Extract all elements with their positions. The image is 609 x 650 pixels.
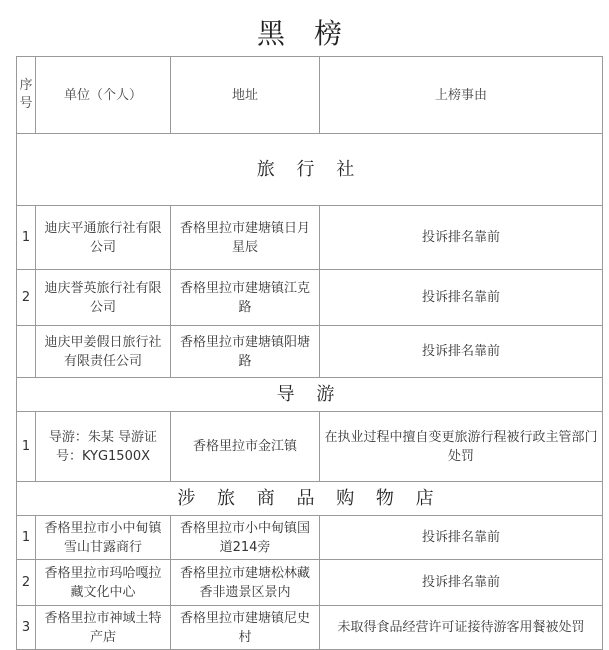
row-unit: 香格里拉市神域土特产店 xyxy=(36,606,171,650)
row-num: 2 xyxy=(17,560,36,606)
row-unit: 导游：朱某 导游证号：KYG1500X xyxy=(36,412,171,482)
row-address: 香格里拉市金江镇 xyxy=(171,412,320,482)
row-num: 2 xyxy=(17,270,36,326)
row-num: 1 xyxy=(17,412,36,482)
table-header-row xyxy=(17,57,603,134)
row-unit: 香格里拉市小中甸镇雪山甘露商行 xyxy=(36,516,171,560)
row-unit: 香格里拉市玛哈嘎拉藏文化中心 xyxy=(36,560,171,606)
section-row-tour-guide xyxy=(17,378,603,412)
row-address: 香格里拉市建塘松林藏香非遗景区景内 xyxy=(171,560,320,606)
table-row xyxy=(17,206,603,270)
row-num: 3 xyxy=(17,606,36,650)
header-num: 序号 xyxy=(17,57,36,134)
row-num: 1 xyxy=(17,206,36,270)
row-unit: 迪庆誉英旅行社有限公司 xyxy=(36,270,171,326)
section-title: 旅 行 社 xyxy=(17,134,603,206)
row-reason: 投诉排名靠前 xyxy=(320,270,603,326)
header-address: 地址 xyxy=(171,57,320,134)
table-row xyxy=(17,516,603,560)
row-reason: 投诉排名靠前 xyxy=(320,206,603,270)
section-row-travel-agency xyxy=(17,134,603,206)
row-address: 香格里拉市建塘镇江克路 xyxy=(171,270,320,326)
row-reason: 投诉排名靠前 xyxy=(320,326,603,378)
blacklist-table xyxy=(16,56,603,650)
row-address: 香格里拉市小中甸镇国道214旁 xyxy=(171,516,320,560)
row-address: 香格里拉市建塘镇阳塘路 xyxy=(171,326,320,378)
row-unit: 迪庆甲姜假日旅行社有限责任公司 xyxy=(36,326,171,378)
row-num: 1 xyxy=(17,516,36,560)
table-row xyxy=(17,606,603,650)
section-title: 导 游 xyxy=(17,378,603,412)
row-address: 香格里拉市建塘镇日月星辰 xyxy=(171,206,320,270)
row-reason: 在执业过程中擅自变更旅游行程被行政主管部门处罚 xyxy=(320,412,603,482)
row-address: 香格里拉市建塘镇尼史村 xyxy=(171,606,320,650)
table-row xyxy=(17,270,603,326)
row-reason: 未取得食品经营许可证接待游客用餐被处罚 xyxy=(320,606,603,650)
table-row xyxy=(17,560,603,606)
page-title: 黑 榜 xyxy=(257,17,352,50)
header-unit: 单位（个人） xyxy=(36,57,171,134)
table-row xyxy=(17,412,603,482)
section-row-shopping-stores xyxy=(17,482,603,516)
row-reason: 投诉排名靠前 xyxy=(320,560,603,606)
table-row xyxy=(17,326,603,378)
row-unit: 迪庆平通旅行社有限公司 xyxy=(36,206,171,270)
row-num xyxy=(17,326,36,378)
section-title: 涉 旅 商 品 购 物 店 xyxy=(17,482,603,516)
row-reason: 投诉排名靠前 xyxy=(320,516,603,560)
header-reason: 上榜事由 xyxy=(320,57,603,134)
